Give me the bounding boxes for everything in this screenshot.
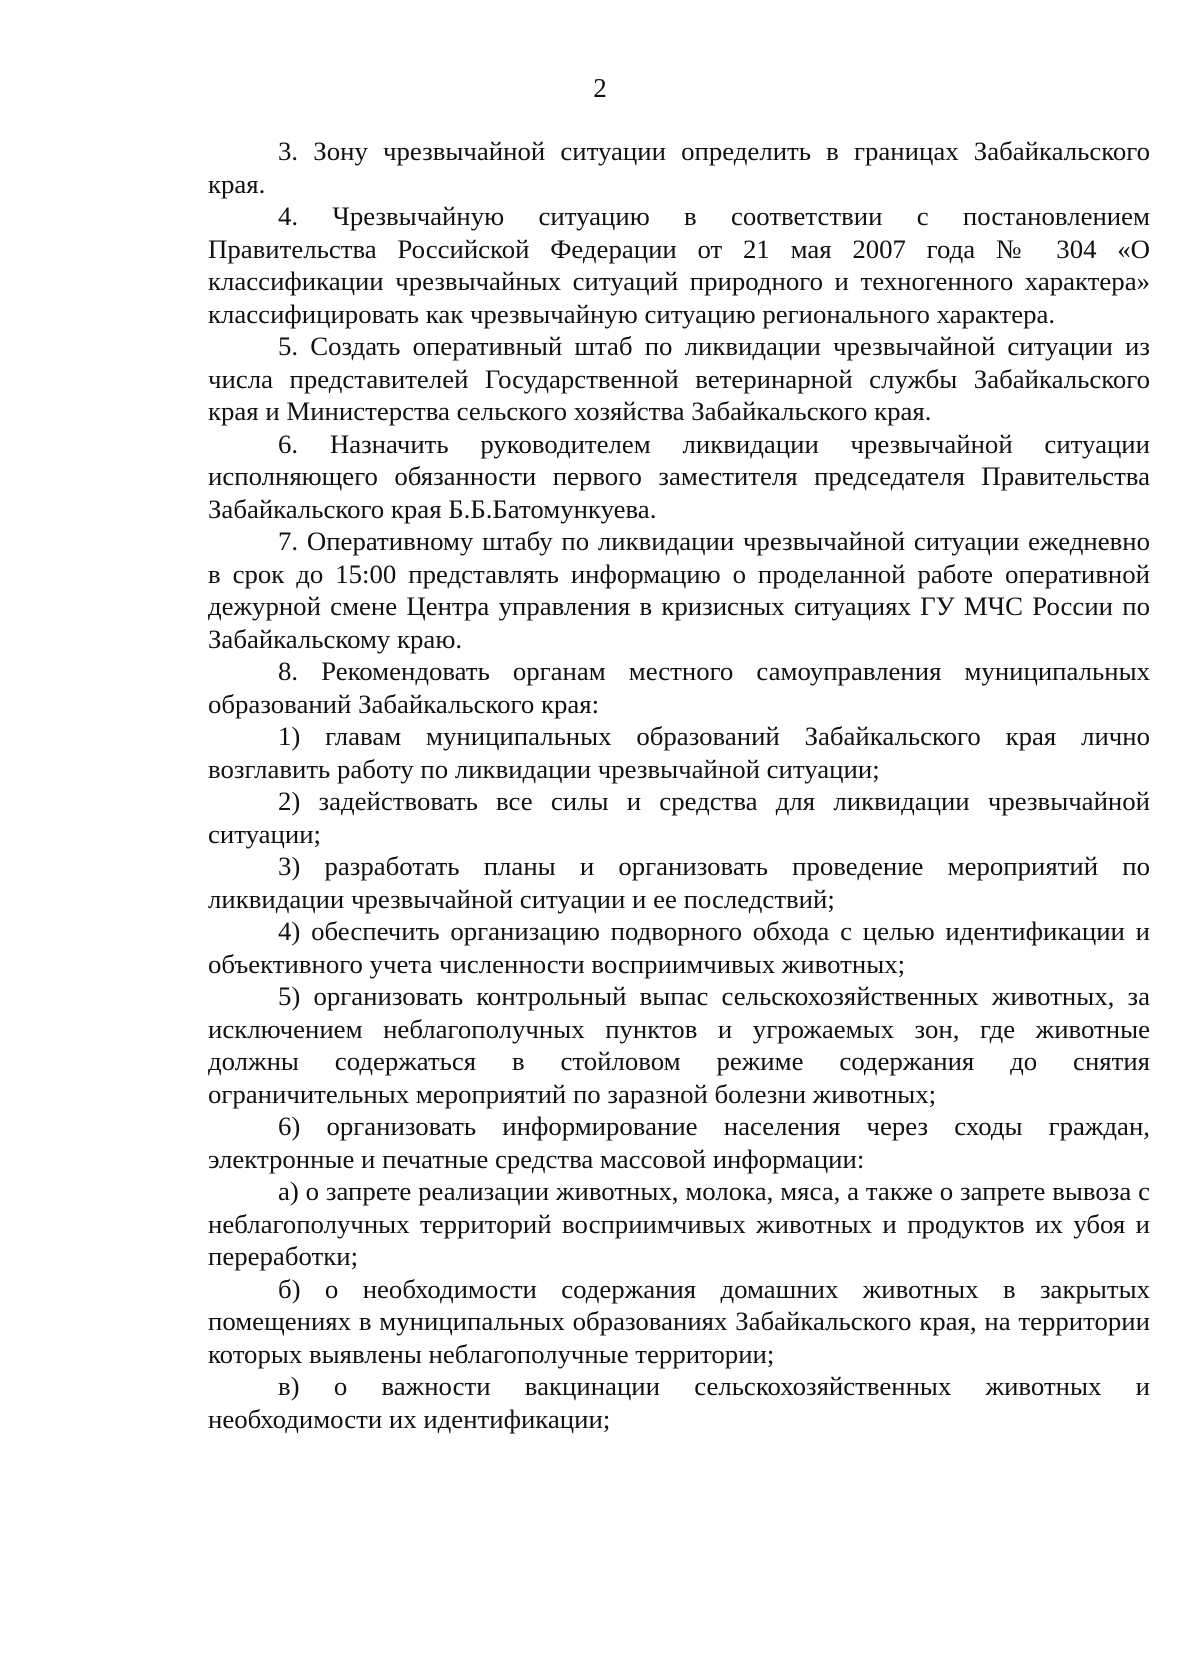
sub-item-4: 4) обеспечить организацию подворного обхода с целью идентификации и объективного учета численности восприимчивых животных; bbox=[208, 916, 1150, 979]
paragraph-7-daily-reporting: 7. Оперативному штабу по ликвидации чрезвычайной ситуации ежедневно в срок до 15:00 представлять информацию о проделанной работе оперативной дежурной смене Центра управления в кризисных ситуациях ГУ МЧС России по Забайкальскому краю. bbox=[208, 526, 1150, 654]
sub-item-1: 1) главам муниципальных образований Забайкальского края лично возглавить работу по ликвидации чрезвычайной ситуации; bbox=[208, 721, 1150, 784]
sub-item-6: 6) организовать информирование населения через сходы граждан, электронные и печатные средства массовой информации: bbox=[208, 1111, 1150, 1174]
paragraph-8-recommendations: 8. Рекомендовать органам местного самоуправления муниципальных образований Забайкальского края: bbox=[208, 656, 1150, 719]
document-body bbox=[208, 135, 1150, 1435]
paragraph-3-emergency-zone: 3. Зону чрезвычайной ситуации определить в границах Забайкальского края. bbox=[208, 136, 1150, 199]
sub-item-2: 2) задействовать все силы и средства для ликвидации чрезвычайной ситуации; bbox=[208, 786, 1150, 849]
paragraph-4-classification: 4. Чрезвычайную ситуацию в соответствии с постановлением Правительства Российской Федерации от 21 мая 2007 года № 304 «О классификации чрезвычайных ситуаций природного и техногенного характера» классифицировать как чрезвычайную ситуацию регионального характера. bbox=[208, 201, 1150, 329]
page-number: 2 bbox=[593, 73, 607, 103]
sub-item-b: б) о необходимости содержания домашних животных в закрытых помещениях в муниципальных образованиях Забайкальского края, на территории которых выявлены неблагополучные территории; bbox=[208, 1273, 1150, 1369]
paragraph-6-liquidation-head: 6. Назначить руководителем ликвидации чрезвычайной ситуации исполняющего обязанности первого заместителя председателя Правительства Забайкальского края Б.Б.Батомункуева. bbox=[208, 428, 1150, 524]
paragraph-5-operational-headquarters: 5. Создать оперативный штаб по ликвидации чрезвычайной ситуации из числа представителей Государственной ветеринарной службы Забайкальского края и Министерства сельского хозяйства Забайкальского края. bbox=[208, 331, 1150, 426]
sub-item-5: 5) организовать контрольный выпас сельскохозяйственных животных, за исключением неблагополучных пунктов и угрожаемых зон, где животные должны содержаться в стойловом режиме содержания до снятия ограничительных мероприятий по заразной болезни животных; bbox=[208, 981, 1150, 1109]
sub-item-a: а) о запрете реализации животных, молока, мяса, а также о запрете вывоза с неблагополучных территорий восприимчивых животных и продуктов их убоя и переработки; bbox=[208, 1176, 1150, 1271]
sub-item-v: в) о важности вакцинации сельскохозяйственных животных и необходимости их идентификации; bbox=[208, 1371, 1150, 1434]
sub-item-3: 3) разработать планы и организовать проведение мероприятий по ликвидации чрезвычайной ситуации и ее последствий; bbox=[208, 851, 1150, 914]
